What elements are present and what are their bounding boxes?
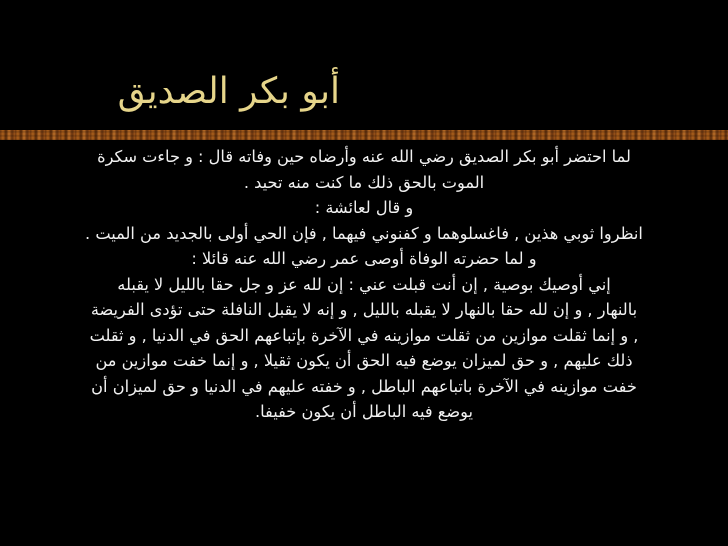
decorative-band (0, 130, 728, 140)
body-line: انظروا ثوبي هذين , فاغسلوهما و كفنوني فيهما , فإن الحي أولى بالجديد من الميت . (85, 223, 643, 243)
body-line: خفت موازينه في الآخرة باتباعهم الباطل , و خفته عليهم في الدنيا و حق لميزان أن (91, 376, 637, 396)
slide-title: أبو بكر الصديق (117, 71, 340, 112)
body-line: , و إنما ثقلت موازين من ثقلت موازينه في الآخرة بإتباعهم الحق في الدنيا , و ثقلت (89, 325, 639, 345)
body-line: و قال لعائشة : (314, 198, 414, 217)
slide-body (36, 144, 692, 425)
body-line: لما احتضر أبو بكر الصديق رضي الله عنه وأرضاه حين وفاته قال : و جاءت سكرة (97, 147, 631, 166)
body-line: الموت بالحق ذلك ما كنت منه تحيد . (243, 172, 485, 192)
body-line: ذلك عليهم , و حق لميزان يوضع فيه الحق أن يكون ثقيلا , و إنما خفت موازين من (95, 351, 633, 370)
body-line: يوضع فيه الباطل أن يكون خفيفا. (254, 402, 474, 421)
body-line: إني أوصيك بوصية , إن أنت قبلت عني : إن لله عز و جل حقا بالليل لا يقبله (117, 274, 611, 294)
body-line: و لما حضرته الوفاة أوصى عمر رضي الله عنه قائلا : (191, 249, 537, 268)
body-line: بالنهار , و إن لله حقا بالنهار لا يقبله بالليل , و إنه لا يقبل النافلة حتى تؤدى الفريضة (90, 300, 638, 319)
